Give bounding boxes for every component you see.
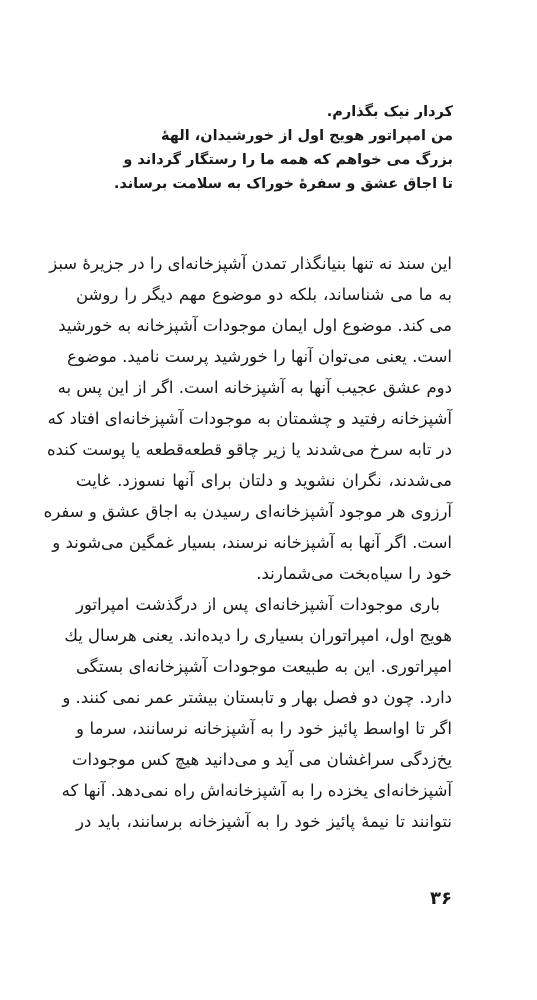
text-line: در تابه سرخ می‌شدند یا زیر چاقو قطعه‌قطعه یا پوست کنده <box>46 440 452 459</box>
text-line: دوم عشق عجیب آنها به آشپزخانه است. اگر از این پس به <box>57 378 452 397</box>
text-line: خود را سیاه‌بخت می‌شمارند. <box>256 564 452 583</box>
paragraph-1 <box>43 248 452 589</box>
text-line: این سند نه تنها بنیانگذار تمدن آشپزخانه‌ای را در جزیرهٔ سبز <box>49 254 452 273</box>
quote-line: بزرگ می خواهم که همه ما را رستگار گرداند و <box>123 152 453 168</box>
text-line: به ما می شناساند، بلکه دو موضوع مهم دیگر را روشن <box>76 285 452 304</box>
text-line: آشپزخانه‌ای یخزده را به آشپزخانه‌اش راه نمی‌دهد. آنها که <box>61 781 452 800</box>
text-line: باری موجودات آشپزخانه‌ای پس از درگذشت امپراتور <box>76 595 440 614</box>
quoted-decree <box>93 100 453 196</box>
text-line: می‌شدند، نگران نشوید و دلتان برای آنها نسوزد. غایت <box>76 471 452 490</box>
text-line: آرزوی هر موجود آشپزخانه‌ای رسیدن به اجاق عشق و سفره <box>43 502 452 521</box>
text-line: امپراتوری. این به طبیعت موجودات آشپزخانه‌ای بستگی <box>76 657 452 676</box>
text-line: آشپزخانه رفتید و چشمتان به موجودات آشپزخانه‌ای افتاد که <box>47 409 452 428</box>
quote-line: کردار نیک بگذارم. <box>326 104 453 120</box>
text-line: است. اگر آنها به آشپزخانه نرسند، بسیار غمگین می‌شوند و <box>52 533 452 552</box>
quote-line: تا اجاق عشق و سفرهٔ خوراک به سلامت برساند. <box>113 176 453 192</box>
text-line: هویج اول، امپراتوران بسیاری را دیده‌اند. یعنی هرسال یك <box>64 626 452 645</box>
text-line: نتوانند تا نیمهٔ پائیز خود را به آشپزخانه برسانند، باید در <box>76 812 452 831</box>
text-line: دارد. چون دو فصل بهار و تابستان بیشتر عمر نمی کنند. و <box>62 688 452 707</box>
text-line: اگر تا اواسط پائیز خود را به آشپزخانه نرسانند، سرما و <box>76 719 452 738</box>
quote-line: من امپراتور هویج اول از خورشیدان، الههٔ <box>160 128 453 144</box>
body-text <box>43 248 452 837</box>
paragraph-2 <box>61 589 452 837</box>
text-line: می کند. موضوع اول ایمان موجودات آشپزخانه به خورشید <box>58 316 452 335</box>
text-line: است. یعنی می‌توان آنها را خورشید پرست نامید. موضوع <box>67 347 452 366</box>
page-number: ۳۶ <box>430 888 452 909</box>
text-line: یخ‌زدگی سراغشان می آید و می‌دانید هیچ کس موجودات <box>71 750 452 769</box>
